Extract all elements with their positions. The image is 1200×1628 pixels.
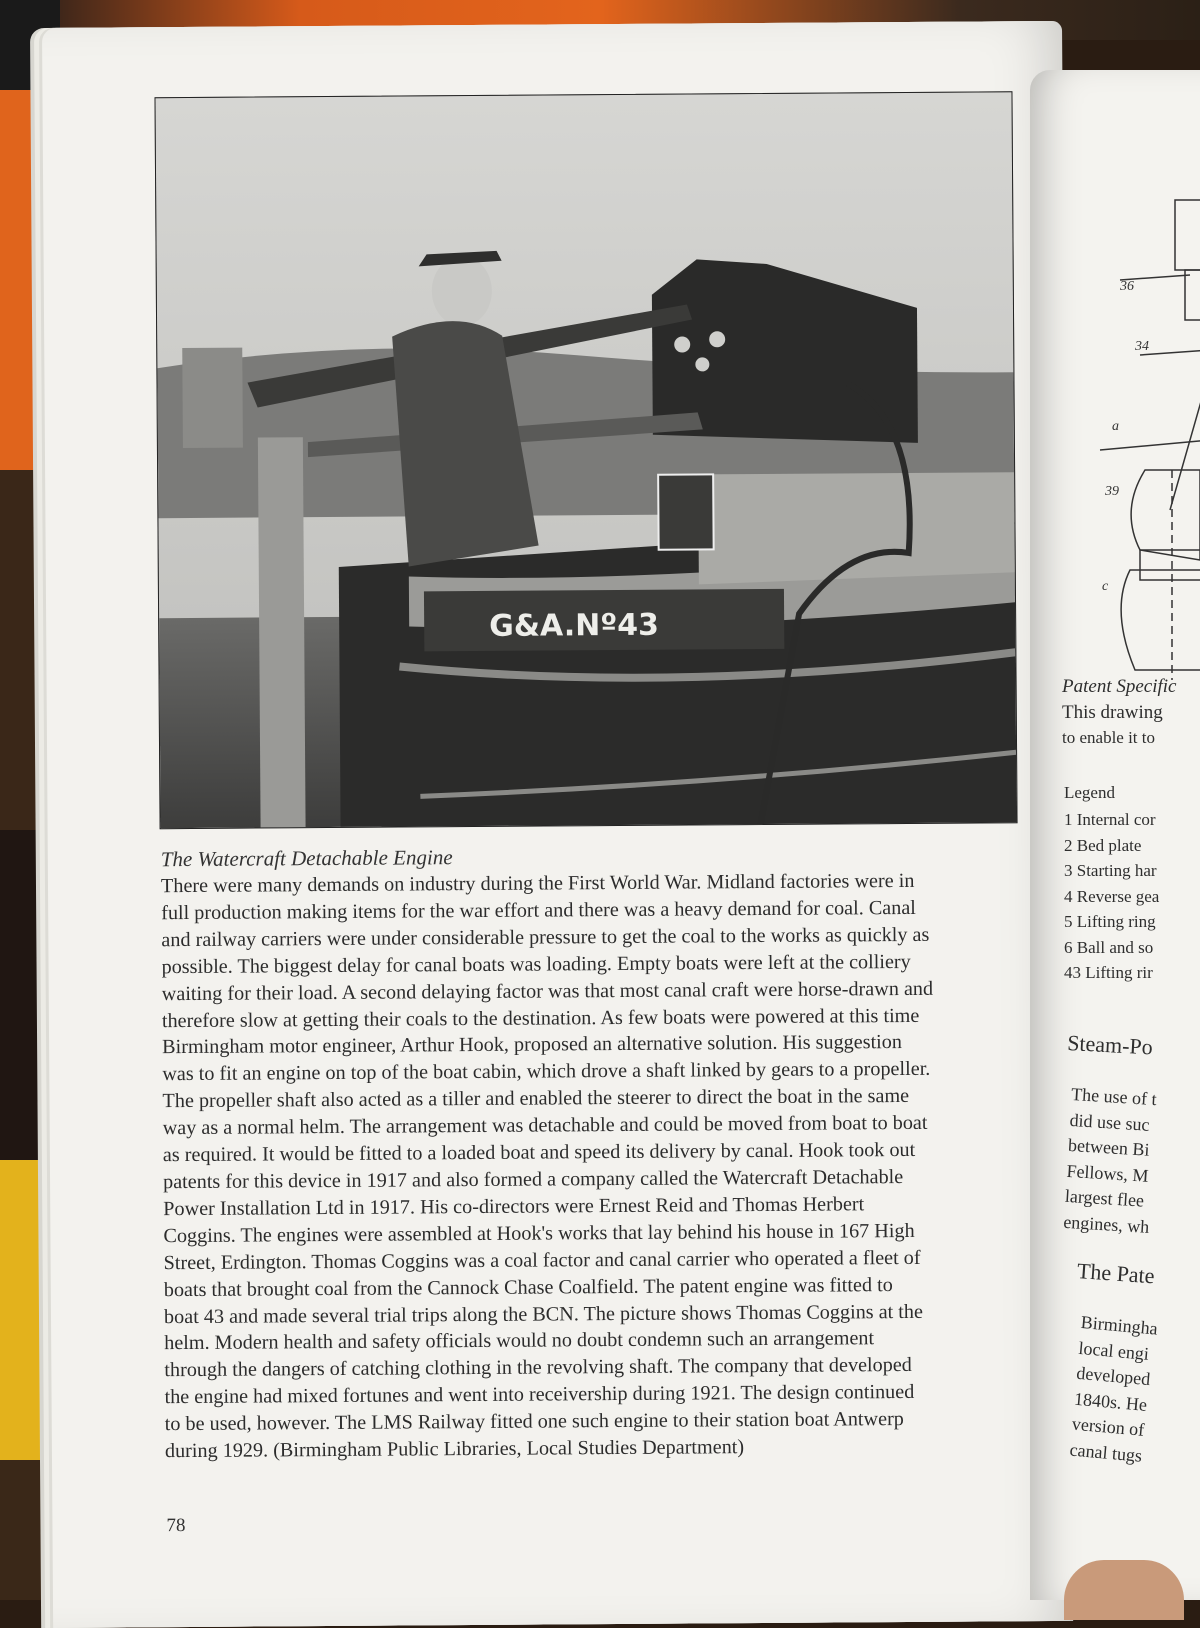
diagram-label: 39 (1105, 484, 1119, 499)
body-line: full production making items for the war effort and there was a heavy demand for coal. Canal (161, 896, 916, 925)
diagram-caption-line: to enable it to (1062, 728, 1156, 747)
body-line: and railway carriers were under considerable pressure to get the coal to the works as quickly as (161, 923, 930, 952)
legend-item: 43 Lifting rir (1064, 963, 1153, 982)
legend-item: 4 Reverse gea (1064, 886, 1160, 906)
body-line: The use of t (1070, 1083, 1158, 1110)
diagram-label: 34 (1135, 339, 1149, 354)
body-line: waiting for their load. A second delaying factor was that most canal craft were horse-drawn and (161, 977, 934, 1005)
body-line: the engine had mixed fortunes and went into receivership during 1921. The design continued (164, 1381, 915, 1409)
body-line: boats that brought coal from the Cannock Chase Coalfield. The patent engine was fitted to (163, 1273, 893, 1301)
page-number: 78 (166, 1515, 186, 1537)
body-line: helm. Modern health and safety officials would no doubt condemn such an arrangement (164, 1327, 875, 1355)
diagram-label: a (1112, 419, 1119, 434)
photo-caption-title: The Watercraft Detachable Engine (160, 845, 453, 872)
legend-item: 3 Starting har (1064, 861, 1157, 880)
historical-photo (154, 91, 1017, 829)
body-line: boat 43 and made several trial trips along the BCN. The picture shows Thomas Coggins at the (163, 1300, 924, 1328)
thumb (1064, 1560, 1184, 1620)
body-line: developed (1075, 1362, 1152, 1390)
body-line: between Bi (1067, 1134, 1151, 1160)
body-line: canal tugs (1068, 1439, 1143, 1466)
body-line: way as a normal helm. The arrangement was detachable and could be moved from boat to boat (162, 1112, 928, 1140)
section-body (1069, 1310, 1159, 1469)
fabric-background (0, 1460, 60, 1600)
left-book-page (42, 21, 1073, 1628)
body-line: Birmingha (1080, 1311, 1159, 1339)
legend-item: 5 Lifting ring (1064, 912, 1156, 931)
right-book-page (1030, 70, 1200, 1600)
body-line: Coggins. The engines were assembled at Hook's works that lay behind his house in 167 High (163, 1219, 915, 1247)
body-line: There were many demands on industry during the First World War. Midland factories were in (160, 869, 915, 898)
body-line: as required. It would be fitted to a loaded boat and speed its delivery by canal. Hook took out (162, 1138, 916, 1167)
legend-item: 2 Bed plate (1064, 835, 1142, 855)
body-text (161, 867, 1031, 1465)
body-line: local engi (1077, 1337, 1150, 1364)
patent-diagram (1060, 110, 1200, 680)
legend-item: 1 Internal cor (1064, 810, 1156, 829)
body-line: Birmingham motor engineer, Arthur Hook, proposed an alternative solution. His suggestion (162, 1031, 903, 1059)
section-body (1063, 1082, 1158, 1240)
legend-list (1064, 807, 1159, 986)
diagram-caption-line: This drawing (1062, 702, 1163, 723)
section-heading: Steam-Po (1066, 1030, 1154, 1060)
body-line: The propeller shaft also acted as a tiller and enabled the steerer to direct the boat in the same (162, 1085, 910, 1113)
diagram-label: 36 (1120, 279, 1134, 294)
body-line: Power Installation Ltd in 1917. His co-directors were Ernest Reid and Thomas Herbert (163, 1193, 865, 1221)
body-line: patents for this device in 1917 and also formed a company called the Watercraft Detachable (162, 1165, 904, 1194)
diagram-caption: Patent Specific (1062, 676, 1177, 697)
body-line: Fellows, M (1065, 1160, 1150, 1186)
legend-title: Legend (1064, 783, 1115, 802)
body-line: possible. The biggest delay for canal boats was loading. Empty boats were left at the colliery (161, 950, 911, 978)
body-line: through the dangers of catching clothing in the revolving shaft. The company that developed (164, 1354, 912, 1382)
body-line: engines, wh (1062, 1211, 1150, 1237)
diagram-label: c (1102, 579, 1109, 594)
body-line: therefore slow at getting their coals to the destination. As few boats were powered at this time (161, 1004, 920, 1032)
body-line: version of (1071, 1413, 1146, 1440)
boat-lettering: G&A.Nº43 (489, 607, 660, 644)
section-heading: The Pate (1076, 1258, 1156, 1289)
body-line: was to fit an engine on top of the boat cabin, which drove a shaft linked by gears to a propeller. (162, 1058, 931, 1086)
body-line: largest flee (1064, 1185, 1145, 1211)
body-line: to be used, however. The LMS Railway fitted one such engine to their station boat Antwerp (164, 1408, 904, 1436)
body-line: 1840s. He (1073, 1388, 1148, 1415)
body-line: Street, Erdington. Thomas Coggins was a coal factor and canal carrier who operated a fleet of (163, 1246, 921, 1274)
body-line: did use suc (1069, 1109, 1151, 1135)
legend-item: 6 Ball and so (1064, 937, 1154, 957)
body-line: during 1929. (Birmingham Public Libraries, Local Studies Department) (164, 1436, 745, 1463)
